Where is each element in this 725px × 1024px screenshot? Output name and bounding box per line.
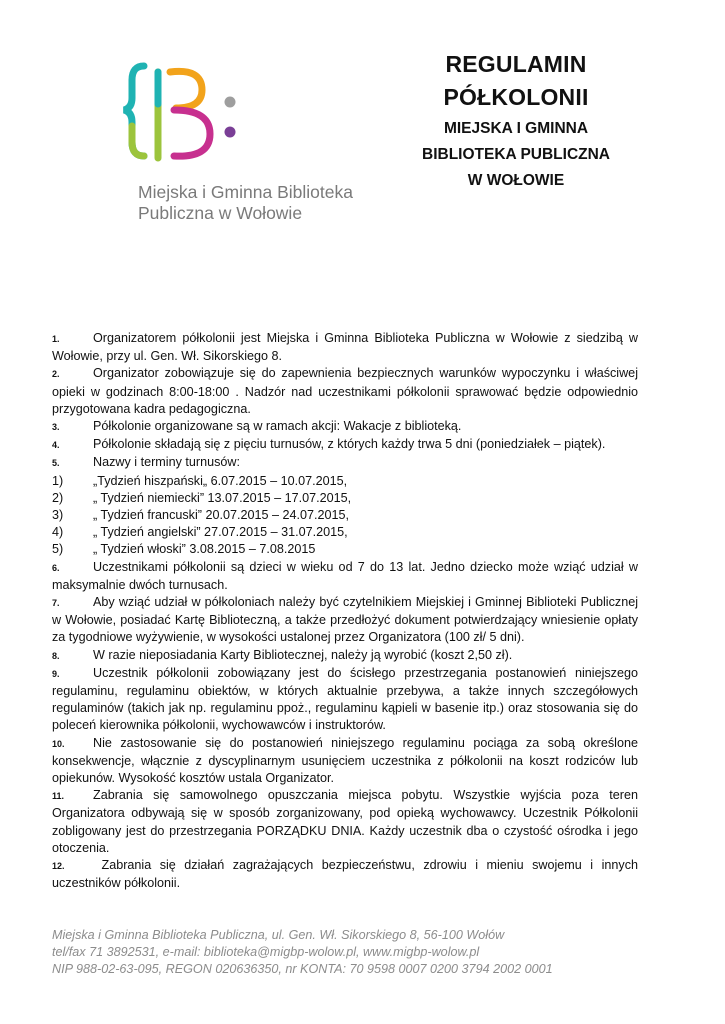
rule-number: 8.	[52, 650, 60, 661]
turnus-text: „ Tydzień francuski” 20.07.2015 – 24.07.2015,	[93, 508, 350, 523]
rule-text: Organizatorem półkolonii jest Miejska i Gminna Biblioteka Publiczna w Wołowie z siedzibą w Wołowie, przy ul. Gen. Wł. Sikorskiego 8.	[52, 331, 638, 364]
turnus-item	[52, 541, 638, 558]
rule-number: 9.	[52, 668, 60, 679]
rule-number: 5.	[52, 458, 60, 469]
logo-caption	[138, 182, 368, 224]
title-line1: REGULAMIN	[445, 51, 587, 77]
rule-item	[52, 735, 638, 788]
footer-contact: tel/fax 71 3892531, e-mail: biblioteka@migbp-wolow.pl, www.migbp-wolow.pl	[52, 945, 480, 959]
subtitle-line1: MIEJSKA I GMINNA	[443, 120, 589, 137]
logo-caption-line2: Publiczna w Wołowie	[138, 203, 303, 223]
turnus-text: „ Tydzień angielski” 27.07.2015 – 31.07.2015,	[93, 525, 348, 540]
rule-number: 4.	[52, 440, 60, 451]
rule-text: Uczestnikami półkolonii są dzieci w wieku od 7 do 13 lat. Jedno dziecko może wziąć udział w maksymalnie dwóch turnusach.	[52, 559, 638, 592]
title-line2: PÓŁKOLONII	[443, 84, 589, 110]
turnus-number: 5)	[52, 542, 64, 557]
library-logo-mark-icon	[118, 58, 248, 168]
rule-item	[52, 436, 638, 454]
turnus-item	[52, 473, 638, 490]
page-footer	[52, 927, 652, 978]
turnus-item	[52, 524, 638, 541]
rule-item	[52, 665, 638, 735]
turnus-number: 1)	[52, 473, 64, 488]
footer-registration: NIP 988-02-63-095, REGON 020636350, nr KONTA: 70 9598 0007 0200 3794 2002 0001	[52, 962, 553, 976]
rule-item	[52, 559, 638, 594]
turnus-item	[52, 507, 638, 524]
footer-address: Miejska i Gminna Biblioteka Publiczna, ul. Gen. Wł. Sikorskiego 8, 56-100 Wołów	[52, 928, 505, 942]
rule-number: 2.	[52, 369, 60, 380]
rule-item	[52, 365, 638, 418]
turnus-number: 4)	[52, 525, 64, 540]
regulations-body	[52, 330, 638, 893]
turnus-item	[52, 490, 638, 507]
rule-item	[52, 594, 638, 647]
turnus-text: „ Tydzień włoski” 3.08.2015 – 7.08.2015	[93, 542, 316, 557]
rule-number: 12.	[52, 861, 65, 872]
rule-text: Uczestnik półkolonii zobowiązany jest do ścisłego przestrzegania postanowień niniejszego regulaminu, regulaminu obiektów, w których aktualnie przebywa, a także innych szczegółowych regulaminów (takich jak np. regulaminu ppoż., regulaminu kąpieli w basenie itp.) oraz stosowania się do poleceń kierownika półkolonii, wychowawców i instruktorów.	[52, 665, 638, 733]
turnus-text: „Tydzień hiszpański„ 6.07.2015 – 10.07.2015,	[93, 473, 348, 488]
rule-item	[52, 787, 638, 857]
library-logo	[118, 58, 358, 228]
rule-number: 1.	[52, 334, 60, 344]
rule-item	[52, 857, 638, 892]
turnus-number: 2)	[52, 490, 64, 505]
rule-text: W razie nieposiadania Karty Bibliotecznej, należy ją wyrobić (koszt 2,50 zł).	[93, 647, 513, 662]
rule-number: 10.	[52, 738, 65, 749]
rule-text: Organizator zobowiązuje się do zapewnienia bezpiecznych warunków wypoczynku i właściwej opieki w godzinach 8:00-18:00 . Nadzór nad uczestnikami półkolonii sprawować będzie odpowiednio przygotowana kadra pedagogiczna.	[52, 366, 638, 416]
rule-text: Półkolonie składają się z pięciu turnusów, z których każdy trwa 5 dni (poniedziałek – piątek).	[93, 437, 606, 452]
document-title-block	[400, 48, 632, 192]
rule-item	[52, 647, 638, 665]
rule-text: Nie zastosowanie się do postanowień niniejszego regulaminu pociąga za sobą określone konsekwencje, włącznie z dyscyplinarnym usunięciem uczestnika z półkolonii na koszt rodziców lub opiekunów. Wysokość kosztów ustala Organizator.	[52, 735, 638, 786]
rule-number: 6.	[52, 562, 60, 573]
subtitle-line3: W WOŁOWIE	[467, 172, 565, 189]
rule-number: 3.	[52, 422, 60, 433]
rule-number: 11.	[52, 791, 65, 802]
rule-text: Zabrania się działań zagrażających bezpieczeństwu, zdrowiu i mieniu swojemu i innych uczestników półkolonii.	[52, 858, 638, 891]
rule-item	[52, 418, 638, 436]
logo-caption-line1: Miejska i Gminna Biblioteka	[138, 182, 353, 202]
rule-text: Zabrania się samowolnego opuszczania miejsca pobytu. Wszystkie wyjścia poza teren Organizatora odbywają się w sposób zorganizowany, pod opieką wychowawcy. Uczestnik Półkolonii zobligowany jest do przestrzegania PORZĄDKU DNIA. Każdy uczestnik dba o czystość ośrodka i jego otoczenia.	[52, 788, 638, 855]
turnus-text: „ Tydzień niemiecki” 13.07.2015 – 17.07.2015,	[93, 490, 352, 505]
rule-item	[52, 330, 638, 365]
subtitle-line2: BIBLIOTEKA PUBLICZNA	[422, 146, 610, 163]
rule-text: Półkolonie organizowane są w ramach akcji: Wakacje z biblioteką.	[93, 419, 462, 434]
rule-text: Aby wziąć udział w półkoloniach należy być czytelnikiem Miejskiej i Gminnej Biblioteki Publicznej w Wołowie, posiadać Kartę Biblioteczną, a także przedłożyć dokument potwierdzający wniesienie opłaty za tygodniowe wyżywienie, w wysokości ustalonej przez Organizatora (100 zł/ 5 dni).	[52, 595, 638, 645]
rule-text: Nazwy i terminy turnusów:	[93, 455, 240, 470]
rule-item	[52, 454, 638, 472]
turnus-number: 3)	[52, 508, 64, 523]
rule-number: 7.	[52, 598, 60, 609]
